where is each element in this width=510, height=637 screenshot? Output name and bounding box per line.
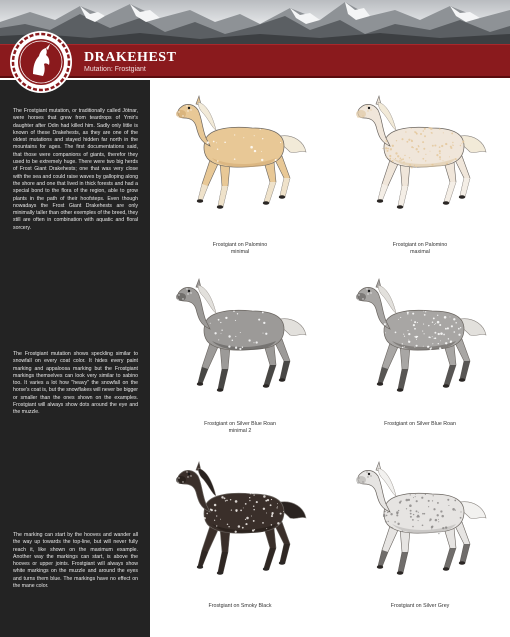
example-card bbox=[150, 80, 330, 265]
page-title: DRAKEHEST bbox=[84, 50, 177, 65]
horse-illustration-silver-blue-roan bbox=[352, 271, 488, 401]
example-caption: Frostgiant on Smoky Black bbox=[208, 603, 272, 609]
mountain-banner bbox=[0, 0, 510, 44]
drakehest-emblem-logo bbox=[9, 30, 73, 94]
example-card bbox=[330, 446, 510, 631]
page-subtitle: Mutation: Frostgiant bbox=[84, 66, 146, 73]
horse-illustration-silver-blue-roan-minimal bbox=[172, 271, 308, 401]
horse-illustration-palomino-maximal bbox=[352, 88, 488, 218]
title-bar bbox=[0, 44, 510, 78]
example-caption: Frostgiant on Palomino maximal bbox=[392, 242, 448, 255]
horse-figure bbox=[356, 96, 486, 209]
horse-figure bbox=[356, 279, 486, 392]
example-card bbox=[150, 446, 330, 631]
marking-paragraph: The marking can start by the hooves and wander all the way up towards the top-line, but will never fully reach it, like shown on the maximum example. Another way the markings can start, is above the hooves or upper joints. Frostgiant will always show white markings on the muzzle and around the eyes and turns them blue. The markings have no effect on the mane color. bbox=[13, 532, 138, 590]
example-caption: Frostgiant on Silver Grey bbox=[390, 603, 450, 609]
horse-figure bbox=[356, 462, 486, 575]
example-caption: Frostgiant on Silver Blue Roan bbox=[384, 421, 456, 427]
example-caption: Frostgiant on Palomino minimal bbox=[212, 242, 268, 255]
example-gallery bbox=[150, 80, 510, 637]
lore-paragraph: The Frostgiant mutation, or traditionally called Jötnar, were horses that grew from teardrops of Ymir's daughter after Odin had killed him. Sadly only little is known of these Drakehests, as they are one of the oldest mutations and stayed hidden far north in the mountains for ages. The first documentations said, that those were companions of giants, therefor they used to be extremely huge. There were two big herds of Frost Giant Drakehests; one that was very close with the sea and could raise waves by galloping along the shore and one that lived in thick forests and had a special bond to the flora of the region, able to grow plants in the path of their hoofsteps. Even though nowadays the Frost Giant Drakehests are only minimally taller than other exemples of the breed, they still are often in combination with aquatic and floral sorcery. bbox=[13, 108, 138, 231]
horse-illustration-palomino-minimal bbox=[172, 88, 308, 218]
example-card bbox=[330, 80, 510, 265]
horse-figure bbox=[176, 279, 306, 392]
horse-illustration-silver-grey bbox=[352, 454, 488, 584]
example-caption: Frostgiant on Silver Blue Roan minimal 2 bbox=[204, 421, 276, 434]
example-card bbox=[330, 263, 510, 448]
example-card bbox=[150, 263, 330, 448]
mountain-illustration bbox=[0, 0, 510, 44]
appearance-paragraph: The Frostgiant mutation shows speckling similar to snowfall on every coat color. It hides every paint marking and appaloosa marking but the Frostgiant markings themselves can look very similar to sabino too. It varies a lot how "heavy" the snowfall on the horse's coat is, but the snowflakes will never be bigger or smaller than the ones shown on the examples. Frostgiant will always show dots around the eye and the muzzle. bbox=[13, 351, 138, 416]
horse-illustration-smoky-black bbox=[172, 454, 308, 584]
description-sidebar bbox=[0, 80, 150, 637]
horse-figure bbox=[176, 462, 306, 575]
horse-figure bbox=[176, 96, 306, 209]
